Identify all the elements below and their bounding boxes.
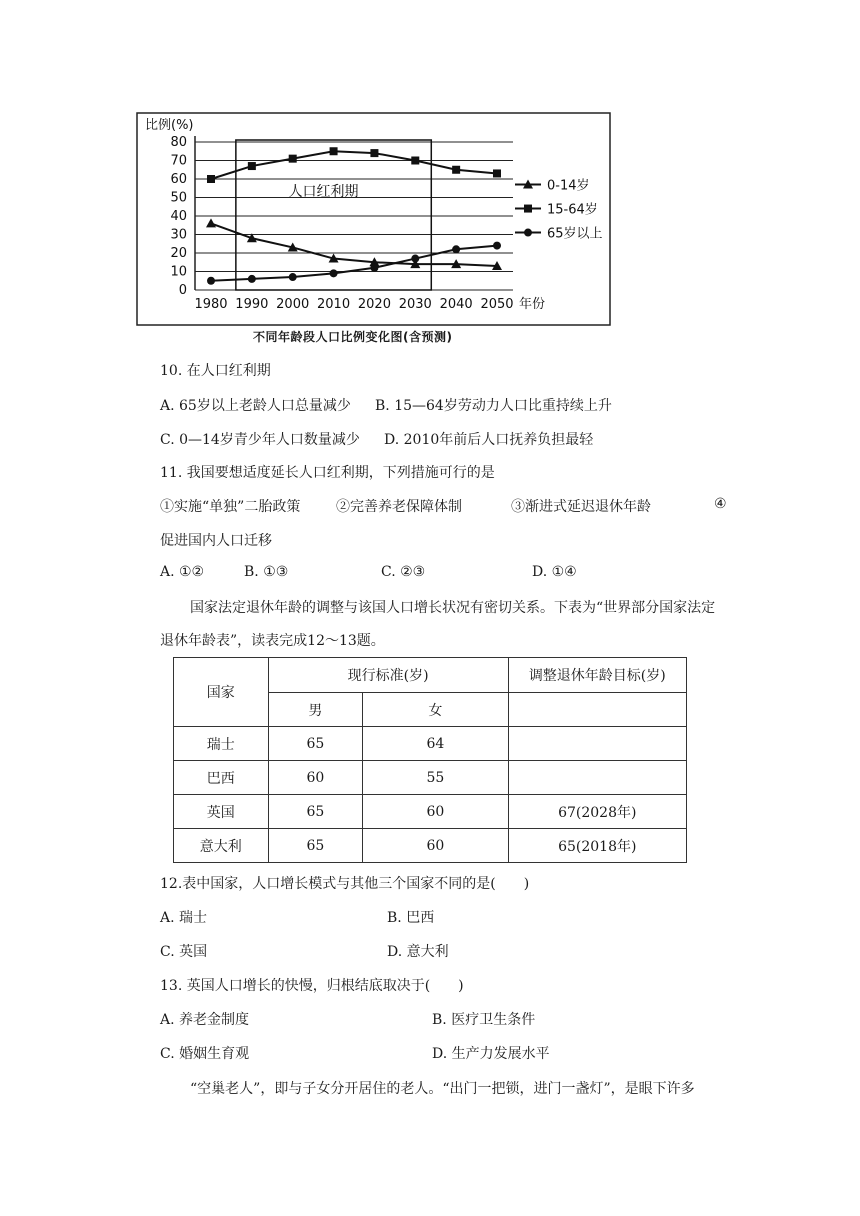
y-tick-label: 0	[178, 283, 187, 298]
data-point	[207, 175, 215, 183]
header-female: 女	[363, 693, 508, 727]
legend-label: 65岁以上	[547, 226, 603, 242]
q13-stem: 13. 英国人口增长的快慢，归根结底取决于( )	[160, 978, 464, 994]
data-point	[206, 218, 216, 227]
y-tick-label: 10	[170, 264, 187, 280]
q10-stem: 10. 在人口红利期	[160, 363, 271, 379]
x-tick-label: 1990	[235, 297, 269, 312]
q11-measure-2: ②完善养老保障体制	[336, 499, 462, 515]
q11-option-b[interactable]: B. ①③	[244, 564, 289, 580]
x-tick-label: 2000	[276, 297, 310, 312]
x-tick-label: 2050	[480, 297, 514, 312]
q11-measure-4-text: 促进国内人口迁移	[160, 533, 272, 549]
x-tick-label: 2010	[317, 297, 351, 312]
data-point	[207, 277, 215, 285]
cell-country: 瑞士	[174, 727, 269, 761]
cell-country: 英国	[174, 795, 269, 829]
q12-option-b[interactable]: B. 巴西	[387, 910, 435, 926]
cell-female: 60	[363, 795, 508, 829]
q11-measure-3: ③渐进式延迟退休年龄	[511, 499, 651, 515]
chart-caption: 不同年龄段人口比例变化图(含预测)	[253, 330, 453, 344]
cell-target: 67(2028年)	[508, 795, 686, 829]
q12-option-d[interactable]: D. 意大利	[387, 944, 449, 960]
x-axis-label: 年份	[519, 297, 546, 312]
cell-female: 55	[363, 761, 508, 795]
cell-country: 意大利	[174, 829, 269, 863]
data-point	[289, 155, 297, 163]
q13-option-b[interactable]: B. 医疗卫生条件	[432, 1012, 536, 1028]
legend-marker	[524, 229, 532, 237]
cell-target: 65(2018年)	[508, 829, 686, 863]
header-target-empty	[508, 693, 686, 727]
table-row	[174, 795, 687, 829]
passage1-line2: 退休年龄表”，读表完成12～13题。	[160, 633, 385, 649]
q13-option-d[interactable]: D. 生产力发展水平	[432, 1046, 550, 1062]
y-tick-label: 80	[170, 135, 187, 150]
q10-option-c[interactable]: C. 0—14岁青少年人口数量减少	[160, 432, 360, 448]
data-point	[330, 147, 338, 155]
cell-male: 65	[268, 829, 363, 863]
q10-option-d[interactable]: D. 2010年前后人口抚养负担最轻	[384, 432, 594, 448]
passage2-line1: “空巢老人”，即与子女分开居住的老人。“出门一把锁，进门一盏灯”，是眼下许多	[190, 1081, 695, 1097]
chart-frame	[137, 113, 610, 325]
q12-option-c[interactable]: C. 英国	[160, 944, 208, 960]
header-country: 国家	[174, 658, 269, 727]
q11-option-a[interactable]: A. ①②	[160, 564, 205, 580]
y-tick-label: 70	[170, 153, 187, 169]
data-point	[411, 157, 419, 165]
q11-option-d[interactable]: D. ①④	[532, 564, 577, 580]
y-tick-label: 20	[170, 246, 187, 261]
q10-option-a[interactable]: A. 65岁以上老龄人口总量减少	[160, 398, 351, 414]
q12-stem: 12.表中国家，人口增长模式与其他三个国家不同的是( )	[160, 876, 530, 892]
y-tick-label: 60	[170, 172, 187, 187]
data-point	[370, 264, 378, 272]
data-point	[411, 255, 419, 263]
table-row	[174, 829, 687, 863]
cell-country: 巴西	[174, 761, 269, 795]
table-row	[174, 761, 687, 795]
x-tick-label: 2020	[357, 297, 391, 312]
cell-male: 65	[268, 727, 363, 761]
y-tick-label: 30	[170, 227, 187, 243]
table-row	[174, 727, 687, 761]
data-point	[493, 242, 501, 250]
legend-marker	[524, 205, 532, 213]
data-point	[330, 269, 338, 277]
cell-male: 65	[268, 795, 363, 829]
data-point	[370, 149, 378, 157]
cell-target	[508, 761, 686, 795]
q11-stem: 11. 我国要想适度延长人口红利期，下列措施可行的是	[160, 465, 495, 481]
chart-svg	[135, 108, 615, 328]
population-chart	[135, 108, 615, 348]
cell-target	[508, 727, 686, 761]
q11-measure-4-number: ④	[714, 496, 727, 512]
data-point	[452, 166, 460, 174]
dividend-period-box	[236, 140, 431, 290]
q13-option-a[interactable]: A. 养老金制度	[160, 1012, 250, 1028]
y-tick-label: 40	[170, 209, 187, 224]
data-point	[289, 273, 297, 281]
header-current-standard: 现行标准(岁)	[268, 658, 508, 693]
legend-label: 0-14岁	[547, 178, 590, 194]
cell-female: 64	[363, 727, 508, 761]
header-male: 男	[268, 693, 363, 727]
x-tick-label: 2030	[398, 297, 432, 312]
q11-option-c[interactable]: C. ②③	[381, 564, 426, 580]
cell-female: 60	[363, 829, 508, 863]
data-point	[493, 169, 501, 177]
data-point	[452, 245, 460, 253]
x-tick-label: 1980	[194, 297, 228, 312]
q12-option-a[interactable]: A. 瑞士	[160, 910, 208, 926]
y-tick-label: 50	[170, 190, 187, 206]
retirement-age-table	[173, 657, 687, 863]
data-point	[248, 275, 256, 283]
cell-male: 60	[268, 761, 363, 795]
passage1-line1: 国家法定退休年龄的调整与该国人口增长状况有密切关系。下表为“世界部分国家法定	[190, 600, 716, 616]
header-target: 调整退休年龄目标(岁)	[508, 658, 686, 693]
dividend-period-label: 人口红利期	[288, 183, 359, 200]
data-point	[248, 162, 256, 170]
q10-option-b[interactable]: B. 15—64岁劳动力人口比重持续上升	[375, 398, 612, 414]
series-line	[211, 223, 497, 266]
legend-label: 15-64岁	[547, 202, 598, 218]
q13-option-c[interactable]: C. 婚姻生育观	[160, 1046, 250, 1062]
y-axis-label: 比例(%)	[145, 118, 194, 133]
x-tick-label: 2040	[439, 297, 473, 312]
q11-measure-1: ①实施“单独”二胎政策	[160, 499, 301, 515]
